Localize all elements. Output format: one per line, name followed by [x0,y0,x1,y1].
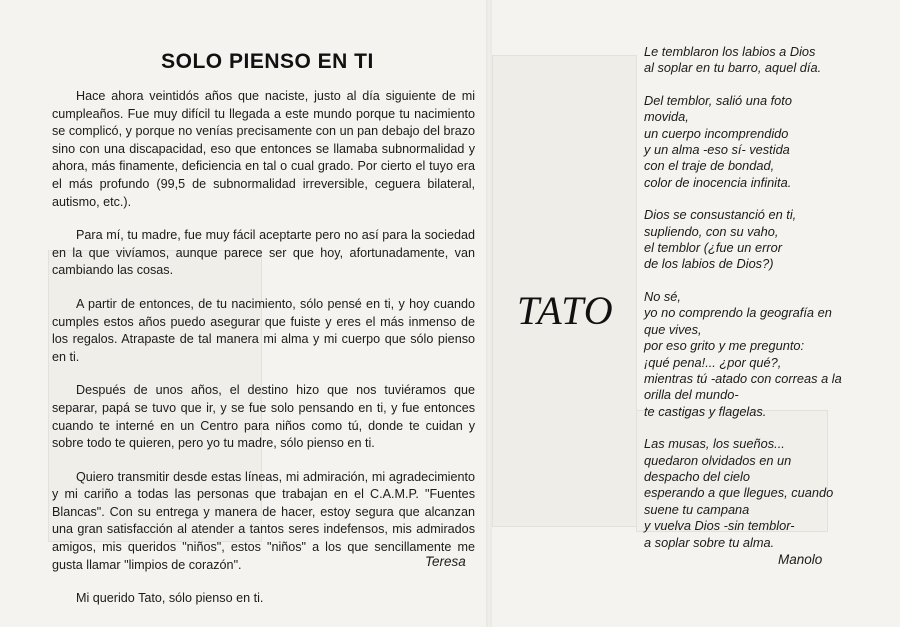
article-paragraph: Para mí, tu madre, fue muy fácil aceptarte pero no así para la sociedad en la que vivíamos, aunque parece ser que hoy, afortunadamente, van cambiando las cosas. [52,228,475,278]
poem-signature: Manolo [778,552,823,567]
article-title: SOLO PIENSO EN TI [161,50,374,73]
poem-line: quedaron olvidados en un [644,452,792,468]
poem-stanza [644,44,879,77]
poem-line: con el traje de bondad, [644,158,775,174]
article-signature: Teresa [425,554,466,569]
poem-line: movida, [644,109,689,125]
poem-stanza [644,436,879,551]
poem-line: despacho del cielo [644,468,751,484]
article-paragraph: Después de unos años, el destino hizo que nos tuviéramos que separar, papá se tuvo que ir, y se fue solo pensando en ti, y fue entonces cuando te interné en un Centro para niños como tú, donde te cuidan y sobre todo te quieren, pero yo tu madre, sólo pienso en ti. [52,383,475,451]
poem-stanza [644,93,879,191]
article-paragraph: Mi querido Tato, sólo pienso en ti. [76,591,264,606]
poem-line: un cuerpo incomprendido [644,125,789,141]
poem-line: color de inocencia infinita. [644,174,792,190]
poem-line: supliendo, con su vaho, [644,223,779,239]
poem-line: el temblor (¿fue un error [644,240,782,256]
left-page-article [52,50,475,624]
poem-line: que vives, [644,321,702,337]
page-fold [486,0,492,627]
poem-line: por eso grito y me pregunto: [644,338,805,354]
poem-line: ¡qué pena!... ¿por qué?, [644,354,782,370]
poem-line: y vuelva Dios -sin temblor- [644,518,795,534]
poem-stanza [644,289,879,420]
poem-line: yo no comprendo la geografía en [644,305,832,321]
article-paragraph: A partir de entonces, de tu nacimiento, sólo pensé en ti, y hoy cuando cumples estos años puedo asegurar que fuiste y eres el más inmenso de los regalos. Atrapaste de tal manera mi alma y mi cuerpo que sólo pienso en ti. [52,296,475,364]
poem-line: te castigas y flagelas. [644,403,767,419]
poem-line: Del temblor, salió una foto [644,92,792,108]
poem-line: suene tu campana [644,501,750,517]
poem-line: al soplar en tu barro, aquel día. [644,60,822,76]
poem-line: y un alma -eso sí- vestida [644,142,790,158]
poem-line: No sé, [644,288,681,304]
article-paragraph: Quiero transmitir desde estas líneas, mi admiración, mi agradecimiento y mi cariño a todas las personas que trabajan en el C.A.M.P. "Fuentes Blancas". Con su entrega y manera de hacer, estoy segura que alcanzan una gran satisfacción al atender a tantos seres indefensos, mis admirados amigos, mis queridos "niños", estos "niños" a los que sencillamente me gusta llamar "limpios de corazón". [52,469,475,572]
poem-line: a soplar sobre tu alma. [644,534,775,550]
poem [644,44,879,567]
poem-line: esperando a que llegues, cuando [644,485,834,501]
poem-stanza [644,207,879,273]
poem-line: de los labios de Dios?) [644,256,774,272]
article-paragraph: Hace ahora veintidós años que naciste, justo al día siguiente de mi cumpleaños. Fue muy difícil tu llegada a este mundo porque tu nacimiento se complicó, y porque no venías precisamente con un pan debajo del brazo sino con una discapacidad, eso que entonces se llamaba subnormalidad y ahora, más finamente, deficiencia en tal o cual grado. Por cierto el tuyo era el más profundo (99,5 de subnormalidad irreversible, ceguera bilateral, autismo, etc.). [52,89,475,209]
poem-line: mientras tú -atado con correas a la [644,370,842,386]
poem-line: Las musas, los sueños... [644,436,785,452]
poem-title: TATO [517,288,614,333]
poem-line: Le temblaron los labios a Dios [644,44,816,59]
poem-line: orilla del mundo- [644,387,739,403]
poem-line: Dios se consustanció en ti, [644,207,797,223]
